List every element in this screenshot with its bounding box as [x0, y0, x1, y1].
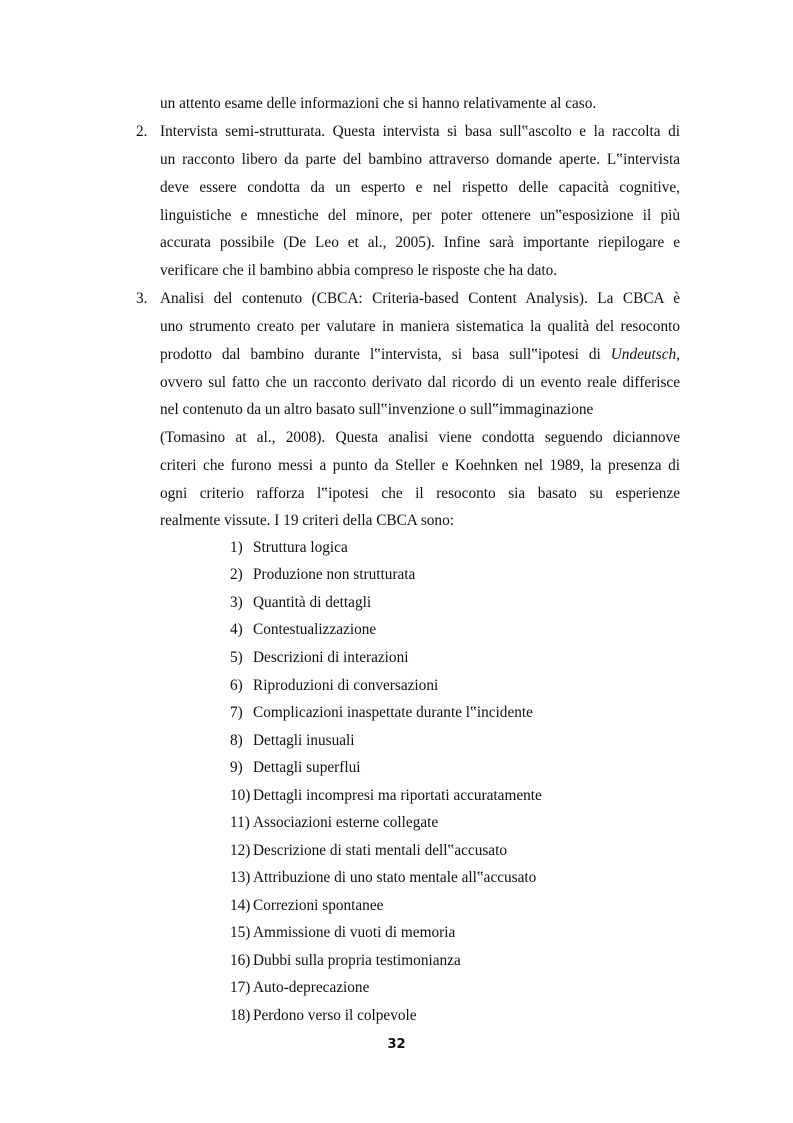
criterion-text: Auto-deprecazione — [253, 979, 370, 996]
criterion-number: 11) — [230, 814, 250, 831]
criterion-text: Dubbi sulla propria testimonianza — [253, 952, 461, 969]
criterion-number: 5) — [230, 649, 243, 666]
item2-line-3: deve essere condotta da un esperto e nel rispetto delle capacità cognitive, — [160, 179, 680, 196]
criterion-number: 17) — [230, 979, 251, 996]
page-number: 32 — [387, 1037, 406, 1052]
criterion-text: Struttura logica — [253, 539, 348, 556]
item2-line-2: un racconto libero da parte del bambino attraverso domande aperte. L‟intervista — [160, 151, 680, 168]
criterion-text: Descrizioni di interazioni — [253, 649, 409, 666]
criterion-number: 13) — [230, 869, 251, 886]
item3-line-3 — [160, 345, 680, 365]
criterion-number: 10) — [230, 787, 251, 804]
criterion-text: Dettagli incompresi ma riportati accuratamente — [253, 787, 542, 804]
item2-line-4: linguistiche e mnestiche del minore, per poter ottenere un‟esposizione il più — [160, 207, 680, 224]
criterion-text: Contestualizzazione — [253, 621, 377, 638]
item-number-2: 2. — [136, 123, 148, 140]
item3-line-7: criteri che furono messi a punto da Steller e Koehnken nel 1989, la presenza di — [160, 457, 680, 474]
item3-line-5: nel contenuto da un altro basato sull‟invenzione o sull‟immaginazione — [160, 401, 594, 418]
item3-line-8: ogni criterio rafforza l‟ipotesi che il resoconto sia basato su esperienze — [160, 485, 680, 502]
item3-line-9: realmente vissute. I 19 criteri della CBCA sono: — [160, 512, 454, 529]
criterion-text: Correzioni spontanee — [253, 897, 384, 914]
italic-term-punct: , — [676, 346, 681, 363]
criterion-text: Perdono verso il colpevole — [253, 1007, 417, 1024]
criterion-text: Dettagli inusuali — [253, 732, 355, 749]
criterion-text: Associazioni esterne collegate — [253, 814, 439, 831]
item3-line-1: Analisi del contenuto (CBCA: Criteria-based Content Analysis). La CBCA è — [160, 290, 680, 307]
criterion-text: Riproduzioni di conversazioni — [253, 677, 439, 694]
criterion-number: 12) — [230, 842, 251, 859]
criterion-number: 16) — [230, 952, 251, 969]
criterion-text: Dettagli superflui — [253, 759, 361, 776]
criterion-number: 1) — [230, 539, 243, 556]
item3-line-3-text: prodotto dal bambino durante l‟intervista, si basa sull‟ipotesi di — [160, 346, 601, 363]
criterion-number: 14) — [230, 897, 251, 914]
criterion-number: 3) — [230, 594, 243, 611]
criterion-number: 9) — [230, 759, 243, 776]
criterion-number: 8) — [230, 732, 243, 749]
item2-line-1: Intervista semi-strutturata. Questa intervista si basa sull‟ascolto e la raccolta di — [160, 123, 680, 140]
italic-term: Undeutsch — [610, 346, 677, 363]
item3-line-4: ovvero sul fatto che un racconto derivato dal ricordo di un evento reale differisce — [160, 374, 680, 391]
criterion-text: Quantità di dettagli — [253, 594, 372, 611]
criterion-text: Descrizione di stati mentali dell‟accusato — [253, 842, 507, 859]
criterion-number: 6) — [230, 677, 243, 694]
criterion-text: Produzione non strutturata — [253, 566, 416, 583]
criterion-number: 18) — [230, 1007, 251, 1024]
item2-line-6: verificare che il bambino abbia compreso le risposte che ha dato. — [160, 262, 558, 279]
continuation-line: un attento esame delle informazioni che si hanno relativamente al caso. — [160, 95, 597, 112]
criterion-text: Complicazioni inaspettate durante l‟incidente — [253, 704, 533, 721]
criterion-text: Attribuzione di uno stato mentale all‟accusato — [253, 869, 537, 886]
criterion-number: 7) — [230, 704, 243, 721]
criterion-number: 15) — [230, 924, 251, 941]
criterion-number: 4) — [230, 621, 243, 638]
criterion-text: Ammissione di vuoti di memoria — [253, 924, 456, 941]
item3-line-2: uno strumento creato per valutare in maniera sistematica la qualità del resoconto — [160, 318, 680, 335]
item2-line-5: accurata possibile (De Leo et al., 2005). Infine sarà importante riepilogare e — [160, 234, 680, 251]
criterion-number: 2) — [230, 566, 243, 583]
item3-line-6: (Tomasino at al., 2008). Questa analisi viene condotta seguendo diciannove — [160, 429, 680, 446]
item-number-3: 3. — [136, 290, 148, 307]
